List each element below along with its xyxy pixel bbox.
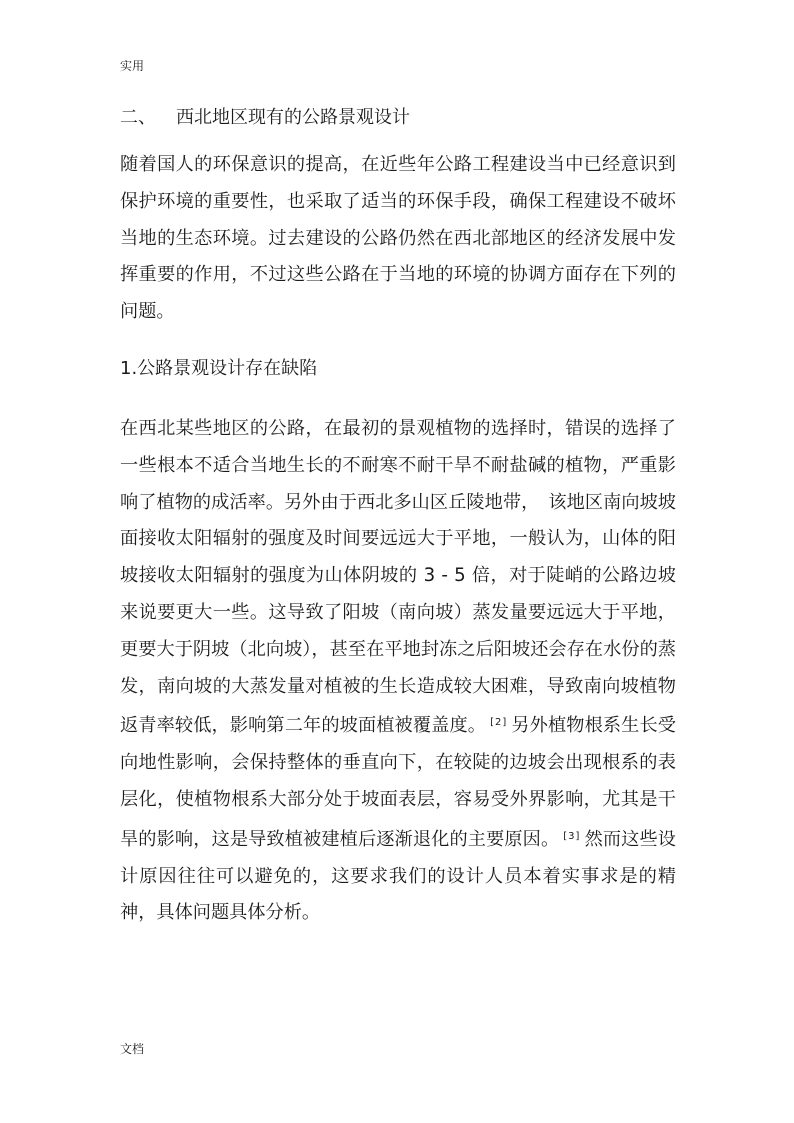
citation-2: [2] bbox=[490, 717, 508, 729]
citation-3: [3] bbox=[563, 830, 581, 842]
intro-paragraph: 随着国人的环保意识的提高，在近些年公路工程建设当中已经意识到保护环境的重要性，也采取了适当的环保手段，确保工程建设不破坏当地的生态环境。过去建设的公路仍然在西北部地区的经济发展中发挥重要的作用，不过这些公路在于当地的环境的协调方面存在下列的问题。 bbox=[120, 154, 676, 323]
section-number: 二、 bbox=[120, 107, 156, 128]
main-paragraph-part1: 在西北某些地区的公路，在最初的景观植物的选择时，错误的选择了一些根本不适合当地生长的不耐寒不耐干旱不耐盐碱的植物，严重影响了植物的成活率。另外由于西北多山区丘陵地带， 该地区南向坡坡面接收太阳辐射的强度及时间要远远大于平地，一般认为，山体的阳坡接收太阳辐射的强度为山体阴坡的 3 - 5 倍，对于陡峭的公路边坡来说要更大一些。这导致了阳坡（南向坡）蒸发量要远远大于平地，更要大于阴坡（北向坡），甚至在平地封冻之后阳坡还会存在水份的蒸发，南向坡的大蒸发量对植被的生长造成较大困难，导致南向坡植物返青率较低，影响第二年的坡面植被覆盖度。 bbox=[120, 418, 676, 737]
page-header-label: 实用 bbox=[120, 59, 145, 73]
page-footer-label: 文档 bbox=[120, 1042, 145, 1056]
subsection-title: 1.公路景观设计存在缺陷 bbox=[120, 358, 318, 379]
main-paragraph-part2: 另外植物根系生长受向地性影响，会保持整体的垂直向下，在较陡的边坡会出现根系的表层化，使植物根系大部分处于坡面表层，容易受外界影响，尤其是干旱的影响，这是导致植被建植后逐渐退化的主要原因。 bbox=[120, 715, 676, 850]
section-title: 西北地区现有的公路景观设计 bbox=[176, 107, 410, 128]
main-paragraph bbox=[120, 411, 676, 932]
section-heading bbox=[120, 104, 410, 132]
main-paragraph-part3: 然而这些设计原因往往可以避免的，这要求我们的设计人员本着实事求是的精神，具体问题具体分析。 bbox=[120, 828, 676, 924]
